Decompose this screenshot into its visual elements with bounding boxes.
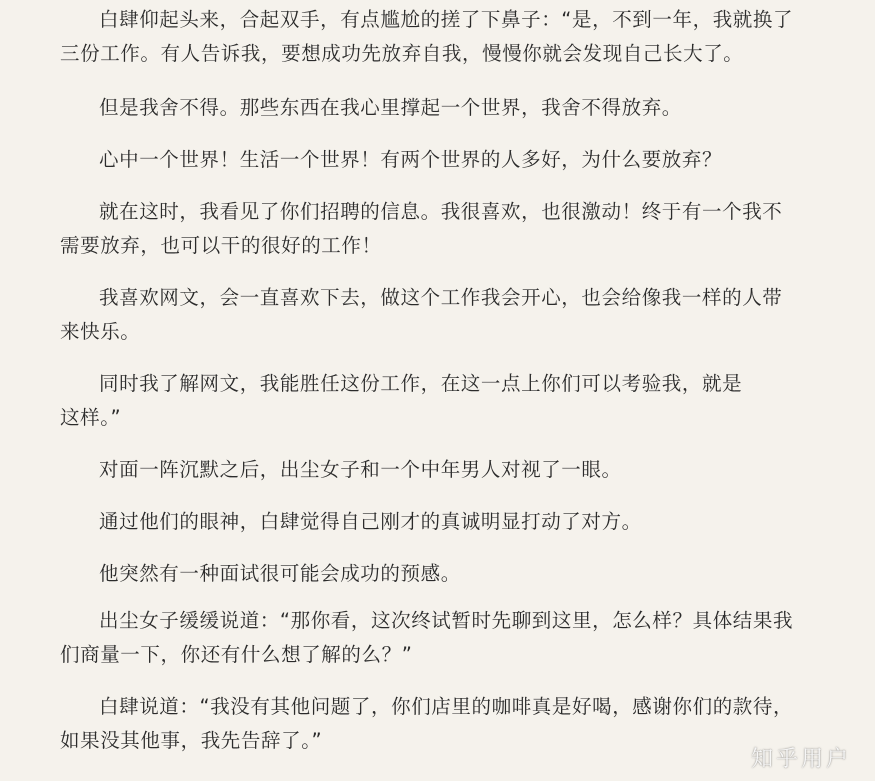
paragraph-6: 同时我了解网文，我能胜任这份工作，在这一点上你们可以考验我，就是这样。”	[60, 372, 743, 429]
paragraph-2: 但是我舍不得。那些东西在我心里撑起一个世界，我舍不得放弃。	[99, 96, 682, 119]
paragraph-11: 白肆说道：“我没有其他问题了，你们店里的咖啡真是好喝，感谢你们的款待，如果没其他事，我先告辞了。”	[60, 695, 794, 752]
paragraph-5: 我喜欢网文，会一直喜欢下去，做这个工作我会开心，也会给像我一样的人带来快乐。	[60, 286, 783, 343]
paragraph-7: 对面一阵沉默之后，出尘女子和一个中年男人对视了一眼。	[99, 458, 622, 481]
paragraph-8: 通过他们的眼神，白肆觉得自己刚才的真诚明显打动了对方。	[99, 510, 642, 533]
paragraph-3: 心中一个世界！生活一个世界！有两个世界的人多好，为什么要放弃？	[99, 148, 723, 171]
paragraph-9: 他突然有一种面试很可能会成功的预感。	[99, 562, 461, 585]
paragraph-1: 白肆仰起头来，合起双手，有点尴尬的搓了下鼻子：“是，不到一年，我就换了三份工作。有人告诉我，要想成功先放弃自我，慢慢你就会发现自己长大了。	[60, 8, 794, 65]
watermark-text: 知乎用户	[750, 747, 851, 772]
paragraph-10: 出尘女子缓缓说道：“那你看，这次终试暂时先聊到这里，怎么样？具体结果我们商量一下，你还有什么想了解的么？”	[60, 609, 794, 666]
paragraph-4: 就在这时，我看见了你们招聘的信息。我很喜欢，也很激动！终于有一个我不需要放弃，也可以干的很好的工作！	[60, 200, 783, 257]
